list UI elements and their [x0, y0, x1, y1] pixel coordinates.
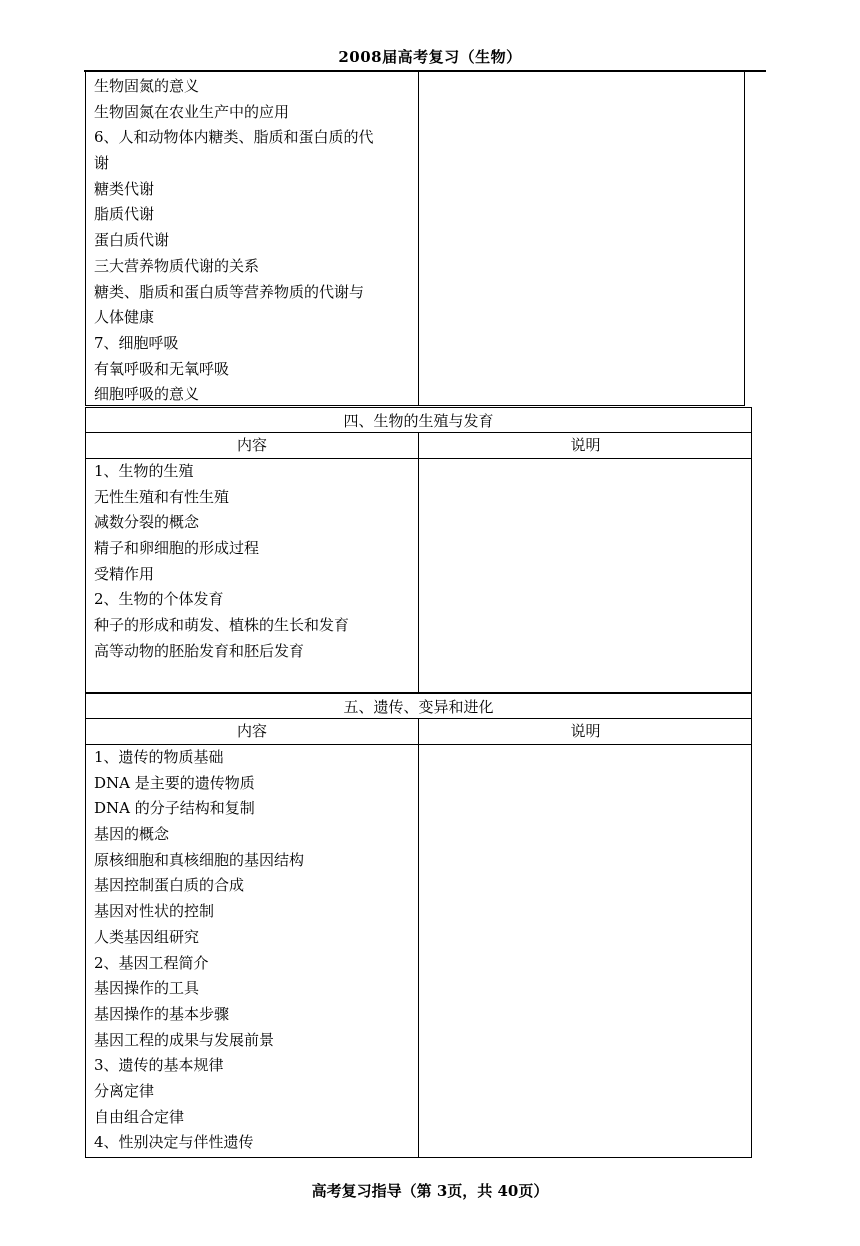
page-footer: 高考复习指导（第 3页，共 40页）: [311, 1182, 549, 1200]
list-item: 糖类代谢: [94, 179, 155, 198]
list-item: 3、遗传的基本规律: [94, 1056, 224, 1075]
list-item: 1、遗传的物质基础: [94, 748, 224, 766]
list-item: 人类基因组研究: [94, 927, 200, 946]
list-item: 人体健康: [94, 308, 155, 327]
list-item: 减数分裂的概念: [94, 513, 200, 532]
section-5-title: 五、遗传、变异和进化: [85, 693, 752, 719]
section-4-column-header: [85, 433, 752, 459]
list-item: 基因操作的工具: [94, 979, 200, 998]
column-header-content: 内容: [236, 722, 267, 740]
section-5-body: [85, 745, 752, 1158]
list-item: 精子和卵细胞的形成过程: [94, 539, 260, 558]
list-item: 2、基因工程简介: [94, 953, 209, 972]
column-divider: [418, 459, 419, 692]
list-item: 自由组合定律: [94, 1107, 185, 1126]
list-item: 基因工程的成果与发展前景: [94, 1030, 275, 1049]
continuation-content-list: [94, 74, 416, 408]
list-item: DNA 的分子结构和复制: [94, 799, 255, 818]
list-item: 基因操作的基本步骤: [94, 1004, 230, 1023]
list-item: 三大营养物质代谢的关系: [94, 256, 260, 275]
section-4-content-list: [94, 459, 416, 665]
column-divider: [418, 745, 419, 1157]
column-divider: [418, 72, 419, 405]
list-item: 无性生殖和有性生殖: [94, 487, 230, 506]
list-item: 高等动物的胚胎发育和胚后发育: [94, 641, 305, 660]
section-4-title: 四、生物的生殖与发育: [85, 407, 752, 433]
list-item: 2、生物的个体发育: [94, 590, 224, 609]
list-item: 基因控制蛋白质的合成: [94, 876, 245, 895]
list-item: 分离定律: [94, 1081, 155, 1100]
list-item: 基因对性状的控制: [94, 902, 215, 921]
list-item: 7、细胞呼吸: [94, 333, 179, 352]
list-item: 4、性别决定与伴性遗传: [94, 1133, 254, 1152]
section-5-content-list: [94, 745, 416, 1156]
column-header-note: 说明: [418, 433, 752, 458]
list-item: 脂质代谢: [94, 205, 155, 224]
column-header-content: 内容: [236, 436, 267, 454]
section-4-body: [85, 459, 752, 693]
list-item: 蛋白质代谢: [94, 231, 170, 250]
section-5-column-header: [85, 719, 752, 745]
page-header: 2008届高考复习（生物）: [338, 48, 522, 66]
list-item: 6、人和动物体内糖类、脂质和蛋白质的代: [94, 128, 374, 147]
list-item: 生物固氮在农业生产中的应用: [94, 102, 290, 121]
list-item: 1、生物的生殖: [94, 462, 194, 480]
list-item: 有氧呼吸和无氧呼吸: [94, 359, 230, 378]
list-item: 受精作用: [94, 564, 155, 583]
list-item: 细胞呼吸的意义: [94, 385, 200, 404]
list-item: 基因的概念: [94, 825, 170, 844]
list-item: 谢: [94, 154, 110, 173]
continuation-table: [85, 72, 745, 406]
list-item: 种子的形成和萌发、植株的生长和发育: [94, 616, 350, 635]
list-item: 原核细胞和真核细胞的基因结构: [94, 850, 305, 869]
list-item: 生物固氮的意义: [94, 77, 200, 95]
column-header-note: 说明: [418, 719, 752, 744]
list-item: DNA 是主要的遗传物质: [94, 773, 255, 792]
list-item: 糖类、脂质和蛋白质等营养物质的代谢与: [94, 282, 365, 301]
